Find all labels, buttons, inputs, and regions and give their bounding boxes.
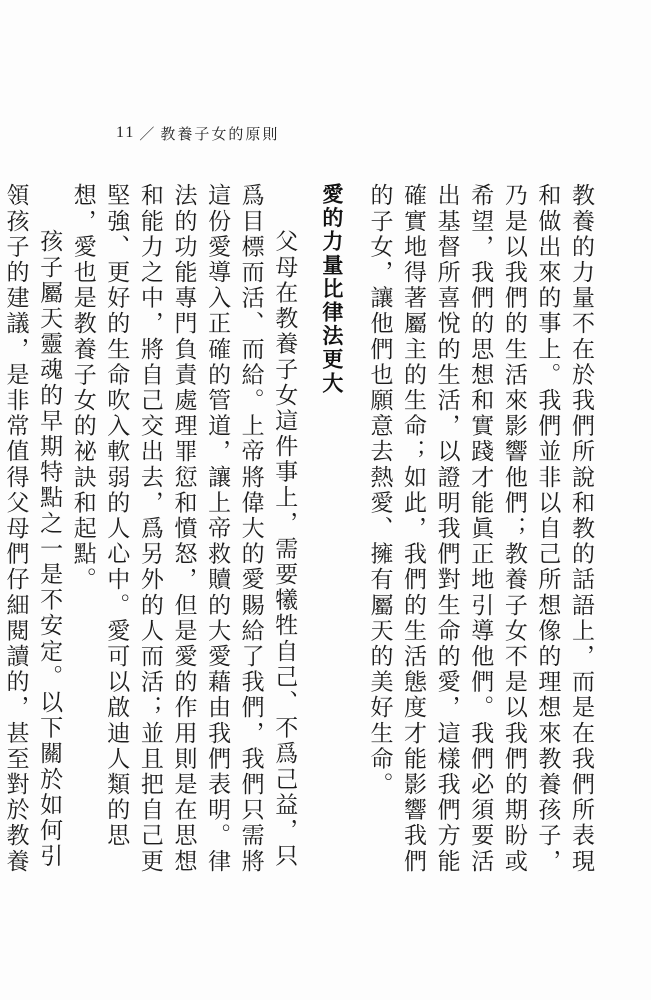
section-heading: 愛的力量比律法更大 (319, 183, 344, 396)
paragraph-1: 教養的力量不在於我們所說和教的話語上，而是在我們所表現和做出來的事上。我們並非以自己所想像的理想來教養孩子，乃是以我們的生活來影響他們；教養子女不是以我們的期盼或希望，我們的思想和實踐才能眞正地引導他們。我們必須要活出基督所喜悅的生活，以證明我們對生命的愛，這樣我們方能確實地得著屬主的生命；如此，我們的生活態度才能影響我們的子女，讓他們也願意去熱愛、擁有屬天的美好生命。 (366, 183, 594, 875)
page-number: 11 (116, 124, 136, 141)
running-header (116, 122, 279, 144)
book-title: 教養子女的原則 (160, 124, 280, 143)
header-separator: ／ (139, 124, 157, 143)
paragraph-2: 父母在教養子女這件事上，需要犧牲自己、不爲己益，只爲目標而活、而給。上帝將偉大的愛賜給了我們，我們只需將這份愛導入正確的管道，讓上帝救贖的大愛藉由我們表明。律法的功能專門負責處理罪愆和憤怒，但是愛的作用則是在思想和能力之中，將自己交出去，爲另外的人而活；並且把自己更堅強、更好的生命吹入軟弱的人心中。愛可以啟迪人類的思想，愛也是教養子女的祕訣和起點。 (69, 183, 298, 875)
paragraph-3: 孩子屬天靈魂的早期特點之一是不安定。以下關於如何引領孩子的建議，是非常值得父母們仔細閱讀的，甚至對於教養 (2, 183, 63, 875)
body-text (2, 183, 597, 883)
